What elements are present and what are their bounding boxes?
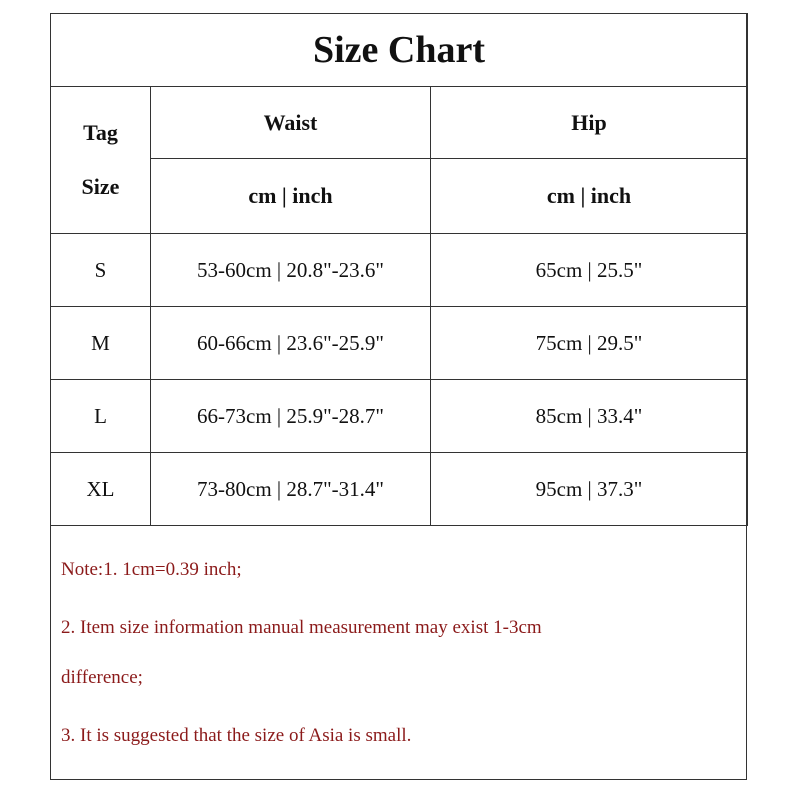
chart-title: Size Chart xyxy=(51,14,748,87)
waist-cell: 73-80cm | 28.7"-31.4" xyxy=(151,453,431,526)
waist-cell: 60-66cm | 23.6"-25.9" xyxy=(151,307,431,380)
waist-cell: 53-60cm | 20.8"-23.6" xyxy=(151,234,431,307)
waist-unit-header: cm | inch xyxy=(151,159,431,234)
table-row xyxy=(51,380,748,453)
note-line: 2. Item size information manual measurement may exist 1-3cm xyxy=(61,617,542,638)
hip-header: Hip xyxy=(431,87,748,159)
note-line: difference; xyxy=(61,667,143,688)
size-cell: M xyxy=(51,307,151,380)
waist-header: Waist xyxy=(151,87,431,159)
size-cell: L xyxy=(51,380,151,453)
tag-size-header xyxy=(51,87,151,234)
hip-cell: 75cm | 29.5" xyxy=(431,307,748,380)
hip-cell: 65cm | 25.5" xyxy=(431,234,748,307)
size-cell: XL xyxy=(51,453,151,526)
hip-cell: 95cm | 37.3" xyxy=(431,453,748,526)
hip-unit-header: cm | inch xyxy=(431,159,748,234)
waist-cell: 66-73cm | 25.9"-28.7" xyxy=(151,380,431,453)
note-line: Note:1. 1cm=0.39 inch; xyxy=(61,559,242,580)
tag-label: Tag xyxy=(83,120,118,145)
size-label: Size xyxy=(81,174,120,199)
hip-cell: 85cm | 33.4" xyxy=(431,380,748,453)
table-row xyxy=(51,234,748,307)
size-chart-table xyxy=(50,13,748,526)
note-line: 3. It is suggested that the size of Asia is small. xyxy=(61,725,412,746)
table-row xyxy=(51,453,748,526)
size-cell: S xyxy=(51,234,151,307)
table-row xyxy=(51,307,748,380)
